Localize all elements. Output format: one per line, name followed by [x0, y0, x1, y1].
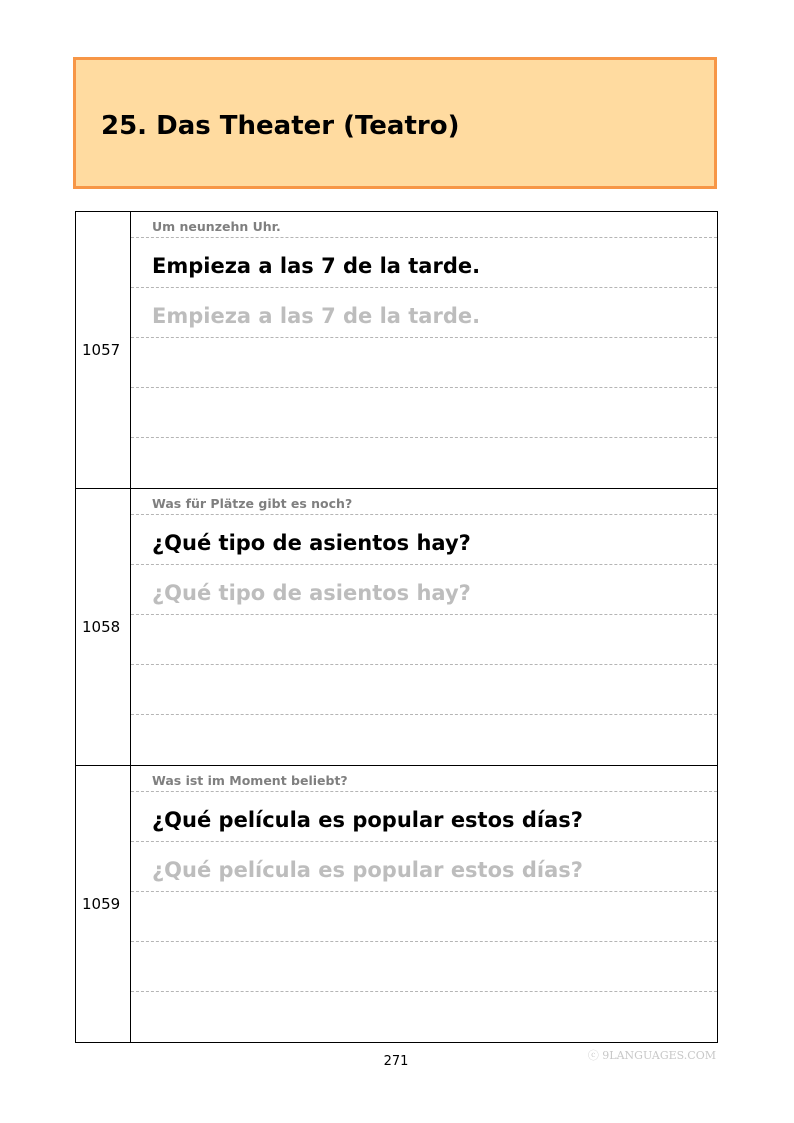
practice-entry [76, 489, 717, 766]
writing-line [131, 992, 717, 1042]
entry-number-cell [76, 212, 131, 488]
entry-number: 1057 [82, 341, 121, 359]
tracing-sentence: ¿Qué tipo de asientos hay? [131, 565, 717, 615]
writing-line [131, 615, 717, 665]
spanish-sentence: ¿Qué tipo de asientos hay? [131, 515, 717, 565]
entry-number-cell [76, 489, 131, 765]
lesson-title: 25. Das Theater (Teatro) [101, 111, 460, 141]
tracing-sentence: ¿Qué película es popular estos días? [131, 842, 717, 892]
entry-lines [131, 766, 717, 1042]
entry-lines [131, 212, 717, 488]
writing-line [131, 438, 717, 488]
entry-lines [131, 489, 717, 765]
practice-entry [76, 766, 717, 1043]
writing-line [131, 665, 717, 715]
german-prompt: Um neunzehn Uhr. [131, 212, 717, 238]
german-prompt: Was ist im Moment beliebt? [131, 766, 717, 792]
writing-line [131, 715, 717, 765]
entry-number: 1058 [82, 618, 121, 636]
entry-number-cell [76, 766, 131, 1042]
german-prompt: Was für Plätze gibt es noch? [131, 489, 717, 515]
page-number: 271 [383, 1054, 409, 1069]
spanish-sentence: ¿Qué película es popular estos días? [131, 792, 717, 842]
writing-line [131, 892, 717, 942]
writing-line [131, 338, 717, 388]
writing-line [131, 388, 717, 438]
practice-entry [76, 212, 717, 489]
writing-line [131, 942, 717, 992]
tracing-sentence: Empieza a las 7 de la tarde. [131, 288, 717, 338]
practice-sheet [75, 211, 718, 1043]
copyright-notice: ⓒ 9LANGUAGES.COM [587, 1049, 716, 1062]
lesson-title-box [73, 57, 717, 189]
spanish-sentence: Empieza a las 7 de la tarde. [131, 238, 717, 288]
entry-number: 1059 [82, 895, 121, 913]
